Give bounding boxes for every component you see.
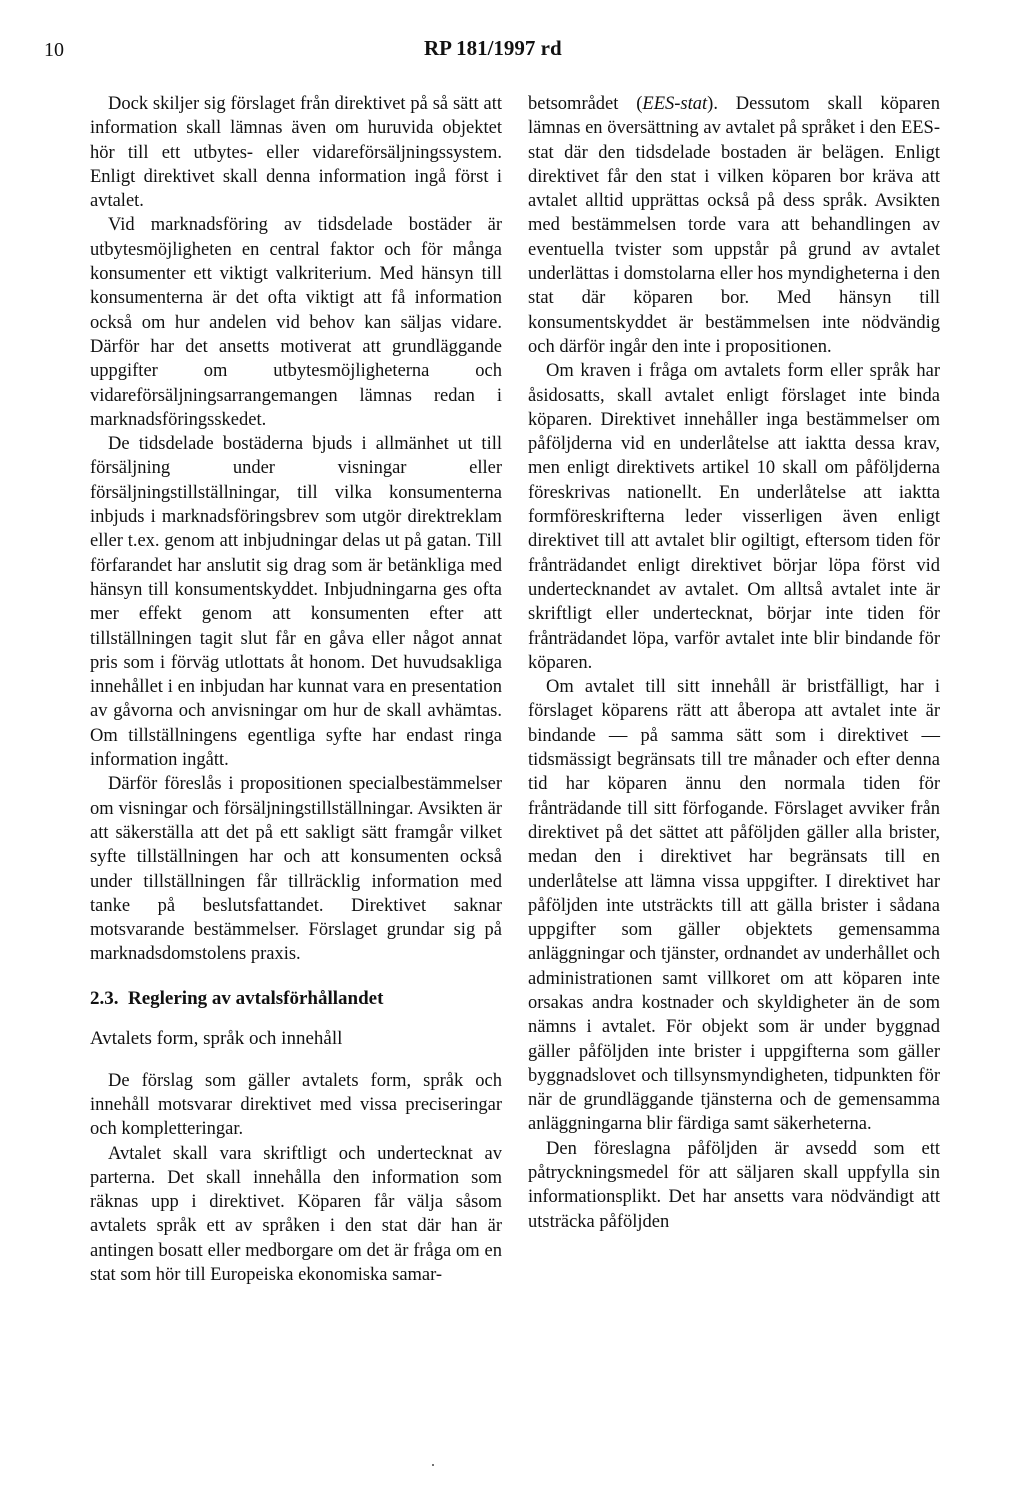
continuation-paragraph [528,92,940,359]
scan-speck [432,1464,434,1466]
section-heading [90,987,502,1011]
page-number: 10 [44,39,64,61]
left-column [90,92,502,1287]
eea-state-term: EES-stat [642,94,708,114]
paragraph: Om kraven i fråga om avtalets form eller språk har åsidosatts, skall avtalet enligt förslaget inte binda köparen. Direktivet innehåller inga bestämmelser om påföljderna vid en underlåtelse att iaktta dessa krav, men enligt direktivets artikel 10 skall om påföljderna föreskrivas nationellt. En underlåtelse att iaktta formföreskrifterna leder visserligen även enligt direktivet till att avtalet blir ogiltigt, eftersom tiden för frånträdandet enligt direktivet börjar löpa först vid undertecknandet av avtalet. Om alltså avtalet inte är skriftligt eller undertecknat, börjar inte tiden för frånträdandet löpa, varför avtalet inte blir bindande för köparen. [528,361,940,673]
section-title: Reglering av avtalsförhållandet [128,987,384,1009]
subheading: Avtalets form, språk och innehåll [90,1027,343,1049]
running-header: RP 181/1997 rd [424,36,562,60]
section-number: 2.3. [90,987,119,1009]
paragraph: De tidsdelade bostäderna bjuds i allmänhet ut till försäljning under visningar eller försäljningstillställningar, till vilka konsumenterna inbjuds i marknadsföringsbrev som utgör direktreklam eller t.ex. genom att inbjudningar delas ut på gatan. Till förfarandet har anslutit sig drag som är betänkliga med hänsyn till konsumentskyddet. Inbjudningarna ges ofta mer effekt genom att konsumenten efter att tillställningen tagit slut får en gåva eller något annat pris som i förväg utlottats åt honom. Det huvudsakliga innehållet i en inbjudan har kunnat vara en presentation av gåvorna och anvisningar om hur de skall avhämtas. Om tillställningens egentliga syfte har endast ringa information ingått. [90,434,502,771]
paragraph: Den föreslagna påföljden är avsedd som ett påtryckningsmedel för att säljaren skall uppfylla sin informationsplikt. Det har ansetts vara nödvändigt att utsträcka påföljden [528,1138,940,1232]
paragraph: Vid marknadsföring av tidsdelade bostäder är utbytesmöjligheten en central faktor och för många konsumenter ett viktigt valkriterium. Med hänsyn till konsumenterna är det ofta viktigt att få information också om hur andelen vid behov kan säljas vidare. Därför har det ansetts motiverat att grundläggande uppgifter om utbytesmöjligheterna och vidareförsäljningsarrangemangen lämnas redan i marknadsföringsskedet. [90,215,502,430]
paragraph: De förslag som gäller avtalets form, språk och innehåll motsvarar direktivet med vissa preciseringar och kompletteringar. [90,1070,502,1140]
paragraph: Om avtalet till sitt innehåll är bristfälligt, har i förslaget köparens rätt att åberopa att avtalet inte är bindande — på samma sätt som i direktivet — tidsmässigt begränsats till tre månader och efter denna tid har köparen ännu den normala tiden för frånträdande till sitt förfogande. Förslaget avviker från direktivet på det sättet att påföljden gäller alla brister, medan den i direktivet har begränsats till en underlåtelse att lämna vissa uppgifter. I direktivet har påföljden inte utsträckts till att gälla brister i sådana uppgifter som gäller objektets gemensamma anläggningar och tjänster, ordnandet av underhållet och administrationen samt villkoret om att köparen inte orsakas andra kostnader och skyldigheter än de som nämns i avtalet. För objekt som är under byggnad gäller påföljden inte brister i uppgifterna som gäller byggnadslovet och tillsynsmyndigheten, tidpunkten för när de grundläggande tjänsterna och de gemensamma anläggningarna blir färdiga samt säkerheterna. [528,677,940,1135]
paragraph: Dock skiljer sig förslaget från direktivet på så sätt att information skall lämnas även om huruvida objektet hör till ett utbytes- eller vidareförsäljningssystem. Enligt direktivet skall denna information ingå först i avtalet. [90,94,502,212]
paragraph: Avtalet skall vara skriftligt och undertecknat av parterna. Det skall innehålla den information som räknas upp i direktivet. Köparen får välja såsom avtalets språk ett av språken i den stat där han är antingen bosatt eller medborgare om det är fråga om en stat som hör till Europeiska ekonomiska samar- [90,1143,502,1286]
paragraph: Därför föreslås i propositionen specialbestämmelser om visningar och försäljningstillställningar. Avsikten är att säkerställa att det på ett sakligt sätt framgår vilket syfte tillställningen har och att konsumenten också under tillställningen får tillräcklig information med tanke på beslutsfattandet. Direktivet saknar motsvarande bestämmelser. Förslaget grundar sig på marknadsdomstolens praxis. [90,774,502,965]
right-column [528,92,940,1234]
continuation-text: betsområdet ( [528,94,643,114]
continuation-text: ). Dessutom skall köparen lämnas en översättning av avtalet på språket i den EES-stat där den tidsdelade bostaden är belägen. Enligt direktivet får den stat i vilken köparen bor kräva att avtalet alltid upprättas också på dess språk. Avsikten med bestämmelsen torde vara att behandlingen av eventuella tvister som uppstår på grund av avtalet underlättas i domstolarna eller hos myndigheterna i den stat där köparen bor. Med hänsyn till konsumentskyddet är bestämmelsen inte nödvändig och därför ingår den inte i propositionen. [528,94,941,357]
